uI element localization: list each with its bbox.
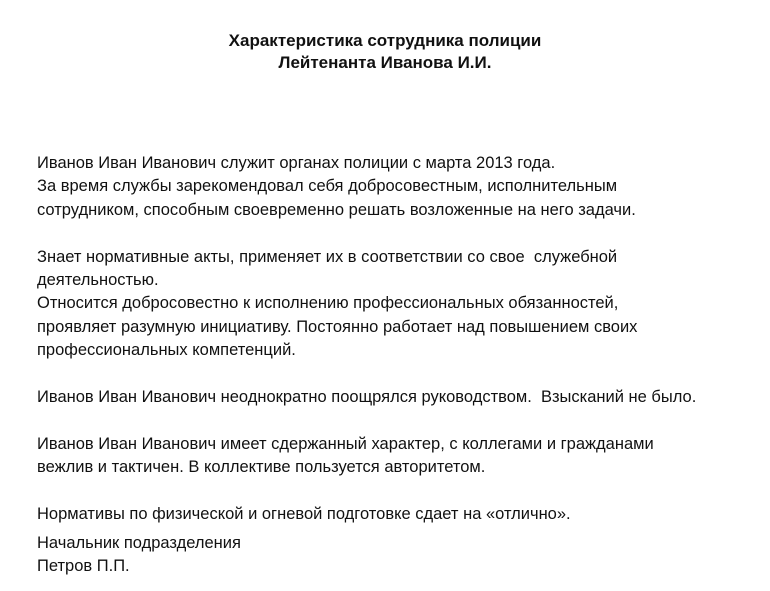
text-line: Знает нормативные акты, применяет их в соответствии со свое служебной (37, 247, 618, 266)
text-line: Нормативы по физической и огневой подготовке сдает на «отлично». (37, 505, 571, 524)
text-line: вежлив и тактичен. В коллективе пользуется авторитетом. (37, 458, 486, 477)
text-line: За время службы зарекомендовал себя добросовестным, исполнительным (37, 177, 618, 196)
text-line: профессиональных компетенций. (37, 341, 296, 360)
signature-name: Петров П.П. (37, 557, 130, 576)
title-line-2: Лейтенанта Иванова И.И. (278, 53, 492, 72)
paragraph-competence (37, 246, 757, 363)
paragraph-gap (37, 363, 757, 386)
text-line: Иванов Иван Иванович служит органах полиции с марта 2013 года. (37, 154, 556, 172)
document-body (37, 152, 757, 526)
text-line: Иванов Иван Иванович имеет сдержанный характер, с коллегами и гражданами (37, 434, 654, 453)
paragraph-gap (37, 409, 757, 432)
text-line: деятельностью. (37, 271, 159, 290)
title-line-1: Характеристика сотрудника полиции (228, 31, 542, 50)
text-line: проявляет разумную инициативу. Постоянно работает над повышением своих (37, 317, 638, 336)
paragraph-service (37, 152, 757, 222)
paragraph-gap (37, 222, 757, 245)
signature-position: Начальник подразделения (37, 534, 241, 552)
paragraph-gap (37, 480, 757, 503)
text-line: Иванов Иван Иванович неоднократно поощрялся руководством. Взысканий не было. (37, 388, 697, 407)
paragraph-character (37, 433, 757, 480)
paragraph-awards (37, 386, 757, 409)
text-line: сотрудником, способным своевременно решать возложенные на него задачи. (37, 200, 636, 219)
document-title (0, 30, 770, 74)
text-line: Относится добросовестно к исполнению профессиональных обязанностей, (37, 294, 619, 313)
paragraph-training (37, 503, 757, 526)
signature-block (37, 532, 241, 579)
